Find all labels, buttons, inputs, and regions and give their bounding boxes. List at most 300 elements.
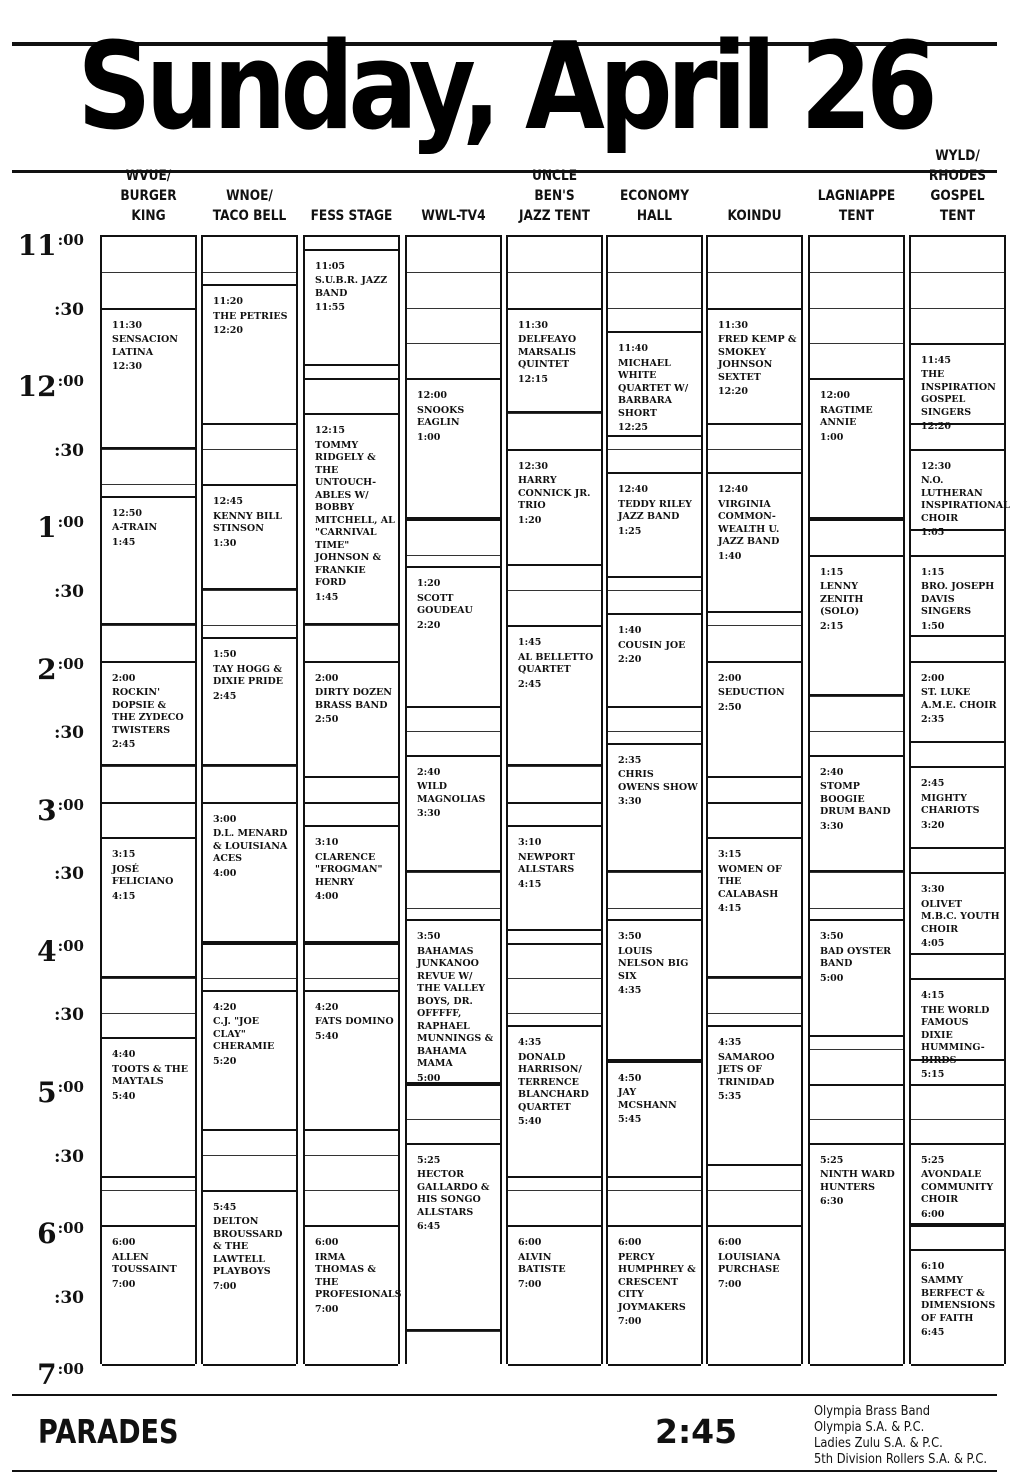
start-time: 11:30 bbox=[518, 319, 548, 331]
performer-name: SNOOKS EAGLIN bbox=[417, 404, 465, 429]
grid-line bbox=[407, 272, 500, 273]
performer-name: SEDUCTION bbox=[718, 687, 785, 699]
start-time: 3:50 bbox=[417, 931, 441, 943]
end-time: 6:00 bbox=[921, 1208, 945, 1220]
performance-slot bbox=[305, 413, 398, 625]
time-label-hour: 3 bbox=[37, 793, 57, 827]
performer-name: SENSACION LATINA bbox=[112, 334, 178, 358]
grid-line bbox=[911, 1225, 1004, 1227]
slot-text bbox=[407, 380, 500, 444]
performance-slot bbox=[203, 284, 296, 425]
start-time: 12:15 bbox=[315, 425, 345, 437]
slot-text bbox=[708, 663, 801, 715]
performer-name: TOMMY RIDGELY & THE UNTOUCH-ABLES W/ BOBBY MITCHELL, AL "CARNIVAL TIME" JOHNSON & FRANKIE FORD bbox=[315, 439, 395, 589]
performance-slot bbox=[102, 837, 195, 978]
end-time: 4:15 bbox=[112, 890, 136, 902]
grid-line bbox=[810, 1084, 903, 1086]
grid-line bbox=[102, 1190, 195, 1191]
start-time: 1:20 bbox=[417, 578, 441, 590]
performance-slot bbox=[305, 1225, 402, 1366]
performance-slot bbox=[407, 566, 500, 707]
performance-slot bbox=[810, 919, 903, 1037]
start-time: 2:00 bbox=[315, 672, 339, 684]
start-time: 1:15 bbox=[921, 566, 945, 578]
time-label-hour: 6 bbox=[37, 1217, 57, 1251]
performer-name: S.U.B.R. JAZZ BAND bbox=[315, 275, 388, 299]
slot-text bbox=[305, 992, 398, 1044]
performance-slot bbox=[911, 766, 1004, 848]
end-time: 5:15 bbox=[921, 1069, 945, 1081]
performance-slot bbox=[508, 308, 601, 414]
grid-line bbox=[407, 519, 500, 521]
end-time: 11:55 bbox=[315, 302, 345, 314]
start-time: 11:40 bbox=[618, 343, 648, 355]
performer-name: THE INSPIRATION GOSPEL SINGERS bbox=[921, 369, 996, 418]
end-time: 1:25 bbox=[618, 525, 642, 537]
time-label-minutes: :00 bbox=[57, 1078, 84, 1097]
slot-text bbox=[608, 745, 701, 809]
venue-header: WNOE/ TACO BELL bbox=[212, 188, 287, 224]
end-time: 2:50 bbox=[315, 714, 339, 726]
performer-name: SCOTT GOUDEAU bbox=[417, 592, 473, 617]
parade-group: Olympia Brass Band bbox=[814, 1403, 931, 1419]
performance-slot bbox=[508, 449, 601, 567]
slot-text bbox=[102, 839, 195, 903]
end-time: 5:40 bbox=[315, 1030, 339, 1042]
slot-text bbox=[911, 980, 1004, 1082]
end-time: 1:00 bbox=[820, 431, 844, 443]
performer-name: FRED KEMP & SMOKEY JOHNSON SEXTET bbox=[718, 334, 797, 383]
end-time: 4:15 bbox=[718, 903, 742, 914]
slot-text bbox=[508, 627, 601, 691]
grid-line bbox=[608, 731, 701, 732]
performance-slot bbox=[305, 249, 398, 367]
slot-text bbox=[305, 251, 398, 315]
slot-text bbox=[203, 639, 296, 703]
end-time: 6:30 bbox=[820, 1196, 844, 1208]
end-time: 7:00 bbox=[518, 1278, 542, 1290]
end-time: 3:30 bbox=[417, 808, 441, 820]
grid-line bbox=[911, 1119, 1004, 1120]
performer-name: IRMA THOMAS & THE PROFESIONALS bbox=[315, 1251, 402, 1301]
grid-line bbox=[810, 1049, 903, 1050]
slot-text bbox=[305, 1227, 402, 1316]
performance-slot bbox=[608, 919, 701, 1060]
time-label: :30 bbox=[54, 299, 84, 320]
venue-column bbox=[506, 235, 603, 1364]
time-label-hour: 5 bbox=[37, 1076, 57, 1110]
end-time: 2:45 bbox=[518, 678, 542, 690]
end-time: 5:45 bbox=[618, 1114, 642, 1126]
slot-text bbox=[407, 1145, 500, 1234]
grid-line bbox=[407, 308, 500, 309]
time-label bbox=[4, 1354, 84, 1390]
performance-slot bbox=[608, 1061, 701, 1179]
start-time: 11:30 bbox=[112, 319, 142, 331]
parades-label: PARADES bbox=[38, 1412, 179, 1451]
performance-slot bbox=[203, 1190, 296, 1366]
time-label: :30 bbox=[54, 440, 84, 461]
grid-line bbox=[102, 484, 195, 485]
performance-slot bbox=[708, 1225, 801, 1366]
start-time: 11:30 bbox=[718, 319, 748, 331]
end-time: 5:40 bbox=[112, 1090, 136, 1102]
start-time: 5:25 bbox=[820, 1154, 844, 1166]
grid-line bbox=[810, 519, 903, 521]
time-label-hour: 1 bbox=[37, 511, 57, 545]
start-time: 5:45 bbox=[213, 1201, 237, 1213]
start-time: 11:45 bbox=[921, 354, 951, 366]
slot-text bbox=[508, 310, 601, 387]
start-time: 12:45 bbox=[213, 496, 243, 508]
performance-slot bbox=[608, 743, 701, 872]
grid-line bbox=[608, 308, 701, 309]
time-label bbox=[4, 366, 84, 402]
start-time: 1:50 bbox=[213, 649, 237, 660]
start-time: 3:15 bbox=[112, 849, 136, 860]
slot-text bbox=[810, 757, 903, 834]
end-time: 1:50 bbox=[921, 620, 945, 632]
grid-line bbox=[911, 308, 1004, 309]
time-label-minutes: :00 bbox=[57, 1360, 84, 1379]
end-time: 12:15 bbox=[518, 373, 548, 385]
end-time: 5:35 bbox=[718, 1091, 742, 1103]
start-time: 3:00 bbox=[213, 813, 237, 825]
start-time: 12:30 bbox=[518, 460, 548, 472]
time-label: :30 bbox=[54, 864, 84, 885]
slot-text bbox=[305, 415, 398, 604]
performer-name: FATS DOMINO bbox=[315, 1016, 394, 1028]
grid-line bbox=[508, 943, 601, 945]
slot-text bbox=[708, 310, 801, 399]
grid-line bbox=[102, 1013, 195, 1014]
time-label-minutes: :00 bbox=[57, 936, 84, 955]
grid-line bbox=[407, 731, 500, 732]
grid-line bbox=[810, 272, 903, 273]
grid-line bbox=[305, 1155, 398, 1156]
start-time: 1:40 bbox=[618, 625, 642, 637]
performer-name: C.J. "JOE CLAY" CHERAMIE bbox=[213, 1016, 275, 1053]
end-time: 6:45 bbox=[921, 1327, 945, 1339]
performer-name: TEDDY RILEY JAZZ BAND bbox=[618, 498, 692, 523]
performance-slot bbox=[407, 755, 500, 873]
performer-name: LENNY ZENITH (SOLO) bbox=[820, 581, 864, 618]
end-time: 7:00 bbox=[213, 1280, 237, 1292]
grid-line bbox=[810, 308, 903, 309]
end-time: 1:00 bbox=[417, 431, 441, 443]
grid-line bbox=[708, 449, 801, 450]
slot-text bbox=[708, 839, 801, 916]
end-time: 12:25 bbox=[618, 422, 648, 434]
performance-slot bbox=[911, 343, 1004, 433]
slot-text bbox=[102, 663, 195, 752]
start-time: 11:20 bbox=[213, 296, 243, 308]
grid-line bbox=[407, 555, 500, 556]
time-label bbox=[4, 225, 84, 261]
start-time: 12:40 bbox=[718, 484, 748, 496]
end-time: 5:00 bbox=[820, 972, 844, 984]
performer-name: N.O. LUTHERAN INSPIRATIONAL CHOIR bbox=[921, 475, 1010, 524]
grid-line bbox=[305, 978, 398, 979]
grid-line bbox=[203, 625, 296, 626]
grid-line bbox=[810, 872, 903, 873]
performance-slot bbox=[708, 661, 801, 779]
performance-slot bbox=[102, 1225, 195, 1366]
performance-slot bbox=[708, 308, 801, 426]
time-label-hour: 2 bbox=[37, 652, 57, 686]
performance-slot bbox=[407, 1143, 500, 1331]
performance-slot bbox=[708, 1025, 801, 1166]
end-time: 2:50 bbox=[718, 701, 742, 713]
time-label-minutes: :00 bbox=[57, 795, 84, 814]
end-time: 12:20 bbox=[213, 325, 243, 337]
grid-line bbox=[305, 802, 398, 804]
end-time: 2:15 bbox=[820, 620, 844, 632]
end-time: 4:35 bbox=[618, 985, 642, 997]
start-time: 4:35 bbox=[518, 1037, 542, 1049]
end-time: 6:45 bbox=[417, 1221, 441, 1233]
performer-name: A-TRAIN bbox=[112, 522, 158, 534]
grid-line bbox=[305, 1190, 398, 1191]
performance-slot bbox=[708, 472, 801, 613]
grid-line bbox=[203, 766, 296, 767]
start-time: 2:00 bbox=[112, 672, 136, 684]
performance-slot bbox=[911, 1143, 1004, 1225]
start-time: 5:25 bbox=[921, 1154, 945, 1166]
end-time: 4:00 bbox=[315, 891, 339, 903]
performer-name: NINTH WARD HUNTERS bbox=[820, 1169, 895, 1193]
performance-slot bbox=[608, 1225, 701, 1366]
end-time: 1:20 bbox=[518, 514, 542, 526]
performer-name: WILD MAGNOLIAS bbox=[417, 781, 486, 805]
grid-line bbox=[608, 908, 701, 909]
venue-column bbox=[606, 235, 703, 1364]
slot-text bbox=[708, 1027, 801, 1104]
grid-line bbox=[203, 978, 296, 979]
venue-column bbox=[100, 235, 197, 1364]
performance-slot bbox=[407, 919, 500, 1084]
slot-text bbox=[911, 1145, 1004, 1222]
end-time: 2:45 bbox=[112, 739, 136, 751]
performer-name: AL BELLETTO QUARTET bbox=[518, 651, 594, 676]
slot-text bbox=[508, 1227, 601, 1291]
performance-slot bbox=[810, 378, 903, 519]
slot-text bbox=[810, 557, 903, 634]
performance-slot bbox=[608, 613, 701, 707]
performance-slot bbox=[102, 308, 195, 449]
start-time: 2:00 bbox=[921, 672, 945, 684]
performance-slot bbox=[911, 872, 1004, 954]
performance-slot bbox=[911, 555, 1004, 637]
start-time: 6:00 bbox=[718, 1237, 742, 1249]
end-time: 1:05 bbox=[921, 527, 945, 539]
time-label bbox=[4, 1072, 84, 1108]
time-label: :30 bbox=[54, 1146, 84, 1167]
performance-slot bbox=[911, 661, 1004, 743]
start-time: 6:00 bbox=[618, 1237, 642, 1249]
performance-slot bbox=[203, 637, 296, 766]
grid-line bbox=[407, 872, 500, 873]
parades-top-rule bbox=[12, 1394, 997, 1396]
time-label bbox=[4, 790, 84, 826]
performer-name: TOOTS & THE MAYTALS bbox=[112, 1063, 189, 1088]
slot-text bbox=[608, 921, 701, 998]
slot-text bbox=[102, 498, 195, 550]
time-label: :30 bbox=[54, 1287, 84, 1308]
time-label-minutes: :00 bbox=[57, 231, 84, 249]
start-time: 4:50 bbox=[618, 1072, 642, 1084]
grid-line bbox=[608, 1190, 701, 1191]
end-time: 7:00 bbox=[618, 1316, 642, 1328]
grid-line bbox=[305, 943, 398, 945]
grid-line bbox=[508, 590, 601, 591]
performer-name: HECTOR GALLARDO & HIS SONGO ALLSTARS bbox=[417, 1169, 490, 1218]
performance-slot bbox=[305, 661, 398, 779]
slot-text bbox=[407, 568, 500, 632]
performer-name: ST. LUKE A.M.E. CHOIR bbox=[921, 687, 997, 711]
slot-text bbox=[407, 921, 500, 1085]
performance-slot bbox=[203, 484, 296, 590]
performer-name: ALVIN BATISTE bbox=[518, 1251, 566, 1276]
slot-text bbox=[203, 286, 296, 338]
end-time: 3:20 bbox=[921, 819, 945, 831]
grid-line bbox=[911, 272, 1004, 273]
performer-name: STOMP BOOGIE DRUM BAND bbox=[820, 781, 891, 818]
time-label-minutes: :00 bbox=[57, 654, 84, 673]
end-time: 5:00 bbox=[417, 1072, 441, 1084]
performance-slot bbox=[608, 472, 701, 578]
start-time: 3:50 bbox=[820, 931, 844, 943]
start-time: 12:00 bbox=[820, 390, 850, 402]
slot-text bbox=[407, 757, 500, 821]
slot-text bbox=[102, 1227, 195, 1291]
start-time: 12:40 bbox=[618, 484, 648, 496]
grid-line bbox=[102, 449, 195, 450]
performer-name: OLIVET M.B.C. YOUTH CHOIR bbox=[921, 898, 1000, 935]
performance-slot bbox=[305, 825, 398, 943]
end-time: 1:40 bbox=[718, 550, 742, 562]
venue-column bbox=[909, 235, 1010, 1364]
slot-text bbox=[608, 1227, 701, 1329]
performance-slot bbox=[102, 1037, 195, 1178]
grid-line bbox=[407, 1119, 500, 1120]
venue-header: ECONOMY HALL bbox=[619, 188, 690, 224]
start-time: 2:40 bbox=[820, 766, 844, 778]
end-time: 3:30 bbox=[820, 820, 844, 832]
start-time: 12:30 bbox=[921, 460, 951, 472]
end-time: 12:20 bbox=[718, 386, 748, 398]
grid-line bbox=[508, 1190, 601, 1191]
performance-slot bbox=[608, 331, 701, 437]
start-time: 4:15 bbox=[921, 990, 945, 1002]
start-time: 1:15 bbox=[820, 566, 844, 578]
start-time: 11:05 bbox=[315, 260, 345, 272]
grid-line bbox=[911, 1084, 1004, 1086]
grid-line bbox=[508, 978, 601, 979]
grid-line bbox=[203, 1155, 296, 1156]
end-time: 7:00 bbox=[718, 1278, 742, 1290]
performer-name: CLARENCE "FROGMAN" HENRY bbox=[315, 851, 383, 888]
end-time: 5:40 bbox=[518, 1116, 542, 1128]
performer-name: MIGHTY CHARIOTS bbox=[921, 792, 980, 817]
performer-name: HARRY CONNICK JR. TRIO bbox=[518, 475, 591, 512]
performance-slot bbox=[508, 1025, 601, 1178]
performer-name: BAD OYSTER BAND bbox=[820, 945, 892, 970]
time-label: :30 bbox=[54, 723, 84, 744]
performance-slot bbox=[305, 990, 398, 1131]
performer-name: BAHAMAS JUNKANOO REVUE W/ THE VALLEY BOYS, DR. OFFFFF, RAPHAEL MUNNINGS & BAHAMA MAMA bbox=[417, 945, 494, 1070]
grid-line bbox=[608, 872, 701, 873]
start-time: 6:00 bbox=[315, 1237, 339, 1249]
start-time: 12:50 bbox=[112, 507, 142, 519]
grid-line bbox=[708, 625, 801, 626]
performance-slot bbox=[508, 625, 601, 766]
performer-name: DIRTY DOZEN BRASS BAND bbox=[315, 687, 392, 711]
time-label-hour: 4 bbox=[37, 934, 57, 968]
venue-header: FESS STAGE bbox=[310, 208, 393, 224]
performer-name: AVONDALE COMMUNITY CHOIR bbox=[921, 1169, 994, 1206]
performer-name: LOUIS NELSON BIG SIX bbox=[618, 945, 689, 982]
performance-slot bbox=[708, 837, 801, 978]
performance-slot bbox=[203, 802, 296, 943]
performer-name: BRO. JOSEPH DAVIS SINGERS bbox=[921, 581, 995, 618]
grid-line bbox=[203, 449, 296, 450]
time-label bbox=[4, 649, 84, 685]
slot-text bbox=[203, 992, 296, 1069]
grid-line bbox=[810, 1119, 903, 1120]
grid-line bbox=[608, 590, 701, 591]
grid-line bbox=[407, 1331, 500, 1332]
venue-column bbox=[405, 235, 502, 1364]
end-time: 2:20 bbox=[417, 619, 441, 631]
performer-name: NEWPORT ALLSTARS bbox=[518, 851, 575, 876]
grid-line bbox=[608, 272, 701, 273]
performance-slot bbox=[407, 378, 500, 519]
end-time: 4:00 bbox=[213, 867, 237, 879]
slot-text bbox=[102, 1039, 195, 1103]
time-label-hour: 11 bbox=[17, 229, 57, 262]
grid-line bbox=[203, 943, 296, 945]
time-label bbox=[4, 931, 84, 967]
grid-line bbox=[708, 802, 801, 804]
slot-text bbox=[911, 557, 1004, 634]
slot-text bbox=[203, 804, 296, 881]
start-time: 6:00 bbox=[518, 1237, 542, 1249]
slot-text bbox=[608, 1063, 701, 1127]
start-time: 12:00 bbox=[417, 390, 447, 402]
end-time: 2:35 bbox=[921, 714, 945, 726]
performance-slot bbox=[810, 555, 903, 696]
grid-line bbox=[810, 908, 903, 909]
end-time: 7:00 bbox=[315, 1303, 339, 1315]
performance-slot bbox=[911, 978, 1004, 1081]
venue-header: LAGNIAPPE TENT bbox=[817, 188, 896, 224]
start-time: 4:20 bbox=[315, 1001, 339, 1013]
parades-bottom-rule bbox=[12, 1470, 997, 1472]
slot-text bbox=[508, 1027, 601, 1129]
time-label: :30 bbox=[54, 1005, 84, 1026]
time-label-hour: 7 bbox=[37, 1358, 57, 1392]
grid-line bbox=[407, 343, 500, 344]
performer-name: RAGTIME ANNIE bbox=[820, 404, 873, 429]
time-label-minutes: :00 bbox=[57, 513, 84, 532]
slot-text bbox=[305, 827, 398, 904]
slot-text bbox=[203, 486, 296, 550]
grid-line bbox=[305, 378, 398, 380]
grid-line bbox=[708, 978, 801, 979]
performance-slot bbox=[102, 661, 195, 767]
grid-line bbox=[708, 1013, 801, 1014]
